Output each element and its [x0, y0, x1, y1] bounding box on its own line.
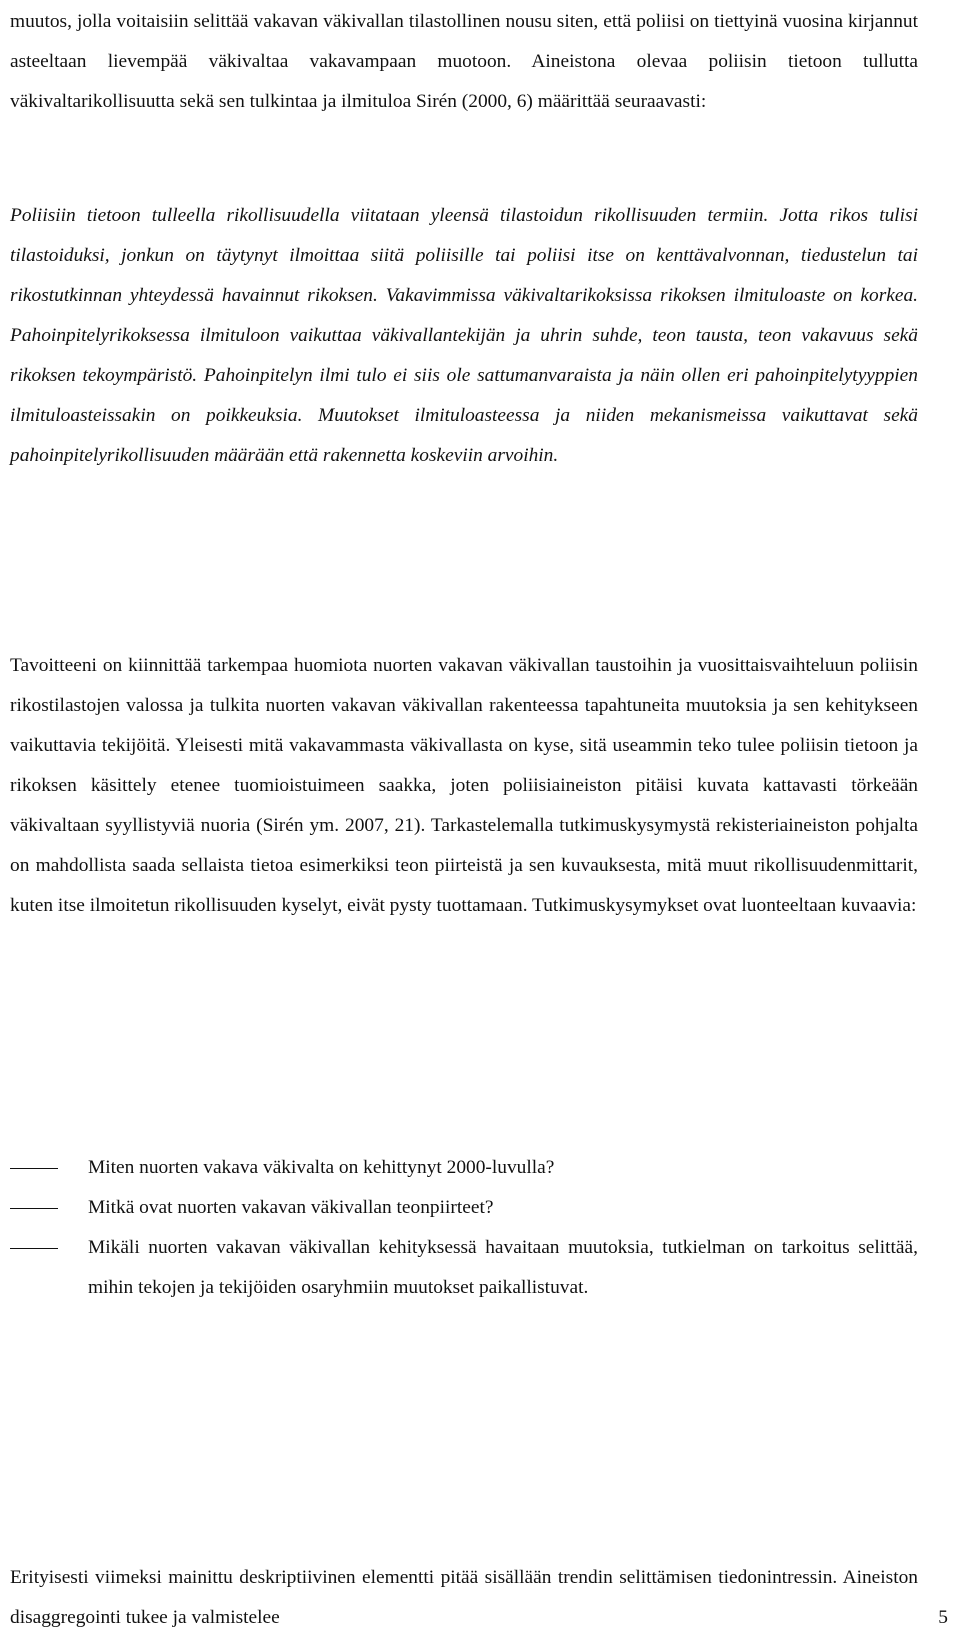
- list-item: [10, 1148, 918, 1188]
- page-number: 5: [938, 1607, 948, 1628]
- block-quote-siren: Poliisiin tietoon tulleella rikollisuudella viitataan yleensä tilastoidun rikollisuuden termiin. Jotta rikos tulisi tilastoiduksi, jonkun on täytynyt ilmoittaa siitä poliisille tai poliisi itse on kenttävalvonnan, tiedustelun tai rikostutkinnan yhteydessä havainnut rikoksen. Vakavimmissa väkivaltarikoksissa rikoksen ilmituloaste on korkea. Pahoinpitelyrikoksessa ilmituloon vaikuttaa väkivallantekijän ja uhrin suhde, teon tausta, teon vakavuus sekä rikoksen tekoympäristö. Pahoinpitelyn ilmi tulo ei siis ole sattumanvaraista ja näin ollen eri pahoinpitelytyyppien ilmituloasteissakin on poikkeuksia. Muutokset ilmituloasteessa ja niiden mekanismeissa vaikuttavat sekä pahoinpitelyrikollisuuden määrään että rakennetta koskeviin arvoihin.: [10, 205, 918, 466]
- body-paragraph-intro: muutos, jolla voitaisiin selittää vakavan väkivallan tilastollinen nousu siten, että poliisi on tiettyinä vuosina kirjannut asteeltaan lievempää väkivaltaa vakavampaan muotoon. Aineistona olevaa poliisin tietoon tullutta väkivaltarikollisuutta sekä sen tulkintaa ja ilmituloa Sirén (2000, 6) määrittää seuraavasti:: [10, 11, 918, 112]
- list-item: [10, 1228, 918, 1308]
- research-questions-list: [10, 1148, 918, 1308]
- research-question-text: Miten nuorten vakava väkivalta on kehittynyt 2000-luvulla?: [88, 1157, 555, 1178]
- research-question-text: Mikäli nuorten vakavan väkivallan kehityksessä havaitaan muutoksia, tutkielman on tarkoitus selittää, mihin tekojen ja tekijöiden osaryhmiin muutokset paikallistuvat.: [88, 1237, 918, 1298]
- list-item: [10, 1188, 918, 1228]
- body-paragraph-objective: Tavoitteeni on kiinnittää tarkempaa huomiota nuorten vakavan väkivallan taustoihin ja vuosittaisvaihteluun poliisin rikostilastojen valossa ja tulkita nuorten vakavan väkivallan rakenteessa tapahtuneita muutoksia ja sen kehitykseen vaikuttavia tekijöitä. Yleisesti mitä vakavammasta väkivallasta on kyse, sitä useammin teko tulee poliisin tietoon ja rikoksen käsittely etenee tuomioistuimeen saakka, joten poliisiaineiston pitäisi kuvata kattavasti törkeään väkivaltaan syyllistyviä nuoria (Sirén ym. 2007, 21). Tarkastelemalla tutkimuskysymystä rekisteriaineiston pohjalta on mahdollista saada sellaista tietoa esimerkiksi teon piirteistä ja sen kuvauksesta, mitä muut rikollisuudenmittarit, kuten itse ilmoitetun rikollisuuden kyselyt, eivät pysty tuottamaan. Tutkimuskysymykset ovat luonteeltaan kuvaavia:: [10, 655, 918, 916]
- research-question-text: Mitkä ovat nuorten vakavan väkivallan teonpiirteet?: [88, 1197, 494, 1218]
- body-paragraph-closing: Erityisesti viimeksi mainittu deskriptiivinen elementti pitää sisällään trendin selittämisen tiedonintressin. Aineiston disaggregointi tukee ja valmistelee: [10, 1567, 918, 1628]
